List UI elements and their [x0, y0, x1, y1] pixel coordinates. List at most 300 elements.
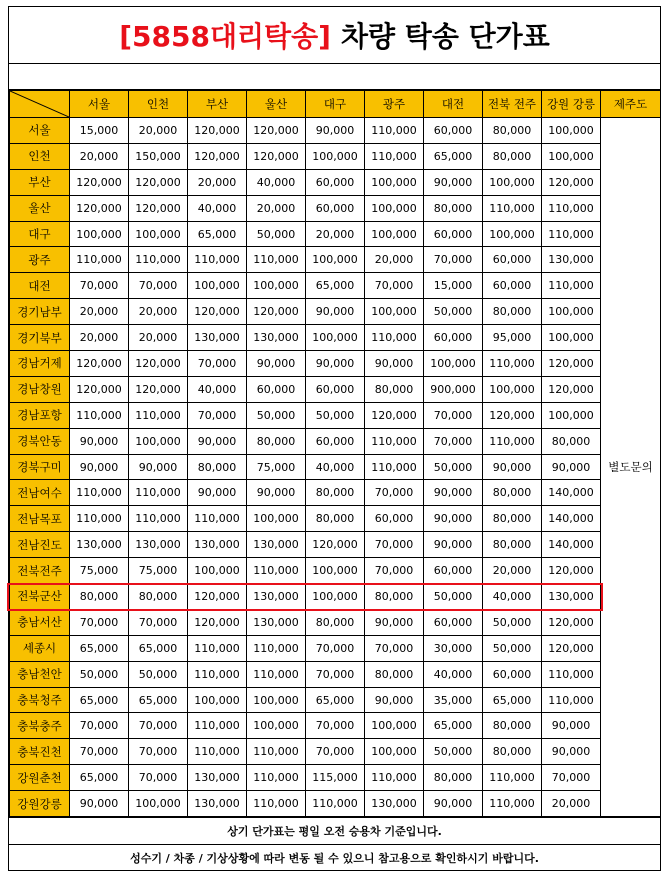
- price-cell: 130,000: [247, 584, 306, 610]
- table-row: [10, 687, 661, 713]
- row-label: 경기북부: [10, 325, 70, 351]
- row-label: 인천: [10, 143, 70, 169]
- price-cell: 70,000: [129, 609, 188, 635]
- row-label: 울산: [10, 195, 70, 221]
- row-label: 부산: [10, 169, 70, 195]
- row-label: 충남서산: [10, 609, 70, 635]
- table-row: [10, 428, 661, 454]
- price-cell: 110,000: [365, 765, 424, 791]
- price-cell: 70,000: [129, 273, 188, 299]
- price-cell: 90,000: [365, 609, 424, 635]
- price-cell: 80,000: [483, 739, 542, 765]
- table-row: [10, 351, 661, 377]
- price-cell: 80,000: [424, 765, 483, 791]
- price-cell: 60,000: [424, 221, 483, 247]
- price-cell: 120,000: [306, 532, 365, 558]
- price-cell: 110,000: [542, 221, 601, 247]
- price-cell: 50,000: [306, 402, 365, 428]
- price-cell: 100,000: [129, 791, 188, 817]
- price-cell: 90,000: [188, 428, 247, 454]
- row-label: 대전: [10, 273, 70, 299]
- price-cell: 20,000: [70, 325, 129, 351]
- price-cell: 110,000: [70, 402, 129, 428]
- price-cell: 100,000: [247, 273, 306, 299]
- price-cell: 120,000: [542, 558, 601, 584]
- price-cell: 60,000: [306, 169, 365, 195]
- price-cell: 110,000: [247, 791, 306, 817]
- price-cell: 70,000: [70, 609, 129, 635]
- price-cell: 40,000: [306, 454, 365, 480]
- price-cell: 80,000: [483, 118, 542, 144]
- price-cell: 110,000: [542, 195, 601, 221]
- price-cell: 110,000: [483, 351, 542, 377]
- price-cell: 60,000: [424, 558, 483, 584]
- jeju-inquiry-cell: 별도문의: [601, 118, 661, 817]
- price-cell: 130,000: [188, 532, 247, 558]
- row-label: 전남진도: [10, 532, 70, 558]
- table-row: [10, 635, 661, 661]
- column-header: 서울: [70, 91, 129, 118]
- price-table: [9, 90, 661, 817]
- price-cell: 115,000: [306, 765, 365, 791]
- row-label: 대구: [10, 221, 70, 247]
- row-label: 충남천안: [10, 661, 70, 687]
- price-cell: 70,000: [365, 635, 424, 661]
- price-cell: 40,000: [247, 169, 306, 195]
- price-cell: 110,000: [129, 480, 188, 506]
- row-label: 경북구미: [10, 454, 70, 480]
- table-row: [10, 532, 661, 558]
- price-cell: 100,000: [542, 118, 601, 144]
- price-cell: 80,000: [424, 195, 483, 221]
- price-cell: 20,000: [129, 118, 188, 144]
- column-header: 전북 전주: [483, 91, 542, 118]
- price-cell: 60,000: [306, 428, 365, 454]
- row-label: 충북충주: [10, 713, 70, 739]
- price-cell: 100,000: [365, 221, 424, 247]
- price-cell: 90,000: [542, 454, 601, 480]
- column-header: 인천: [129, 91, 188, 118]
- price-cell: 90,000: [424, 169, 483, 195]
- price-cell: 60,000: [483, 273, 542, 299]
- table-row: [10, 221, 661, 247]
- price-cell: 20,000: [306, 221, 365, 247]
- price-cell: 120,000: [70, 351, 129, 377]
- price-cell: 50,000: [424, 454, 483, 480]
- page-title: [9, 7, 660, 64]
- price-cell: 110,000: [247, 558, 306, 584]
- row-label: 충북청주: [10, 687, 70, 713]
- price-cell: 100,000: [365, 299, 424, 325]
- price-cell: 90,000: [365, 687, 424, 713]
- price-cell: 75,000: [247, 454, 306, 480]
- price-cell: 100,000: [542, 143, 601, 169]
- price-cell: 80,000: [542, 428, 601, 454]
- price-cell: 50,000: [483, 609, 542, 635]
- price-cell: 15,000: [424, 273, 483, 299]
- price-cell: 100,000: [306, 584, 365, 610]
- price-cell: 80,000: [188, 454, 247, 480]
- price-cell: 40,000: [424, 661, 483, 687]
- price-cell: 120,000: [129, 351, 188, 377]
- price-cell: 70,000: [70, 273, 129, 299]
- price-cell: 90,000: [365, 351, 424, 377]
- price-cell: 20,000: [247, 195, 306, 221]
- price-cell: 110,000: [542, 687, 601, 713]
- price-cell: 90,000: [188, 480, 247, 506]
- price-sheet: [8, 6, 661, 871]
- price-cell: 20,000: [483, 558, 542, 584]
- price-cell: 120,000: [483, 402, 542, 428]
- price-cell: 110,000: [365, 428, 424, 454]
- price-cell: 100,000: [483, 221, 542, 247]
- price-cell: 110,000: [188, 635, 247, 661]
- row-label: 경남거제: [10, 351, 70, 377]
- price-cell: 110,000: [365, 325, 424, 351]
- price-cell: 80,000: [483, 299, 542, 325]
- price-cell: 120,000: [247, 118, 306, 144]
- price-cell: 50,000: [129, 661, 188, 687]
- price-cell: 100,000: [365, 713, 424, 739]
- price-cell: 100,000: [542, 325, 601, 351]
- price-cell: 130,000: [247, 325, 306, 351]
- price-cell: 65,000: [70, 765, 129, 791]
- price-cell: 90,000: [247, 351, 306, 377]
- price-cell: 100,000: [424, 351, 483, 377]
- price-cell: 120,000: [542, 169, 601, 195]
- price-cell: 120,000: [542, 351, 601, 377]
- price-cell: 120,000: [70, 376, 129, 402]
- price-cell: 70,000: [306, 713, 365, 739]
- price-cell: 65,000: [188, 221, 247, 247]
- price-cell: 80,000: [247, 428, 306, 454]
- price-cell: 100,000: [70, 221, 129, 247]
- price-cell: 100,000: [129, 428, 188, 454]
- row-label: 강원춘천: [10, 765, 70, 791]
- price-cell: 90,000: [70, 428, 129, 454]
- price-cell: 110,000: [483, 195, 542, 221]
- price-cell: 120,000: [365, 402, 424, 428]
- price-cell: 100,000: [483, 169, 542, 195]
- price-cell: 80,000: [129, 584, 188, 610]
- price-cell: 20,000: [70, 299, 129, 325]
- price-cell: 120,000: [129, 195, 188, 221]
- price-cell: 130,000: [70, 532, 129, 558]
- table-row: [10, 791, 661, 817]
- row-label: 경기남부: [10, 299, 70, 325]
- price-cell: 40,000: [188, 376, 247, 402]
- price-cell: 100,000: [188, 273, 247, 299]
- price-cell: 100,000: [542, 299, 601, 325]
- price-cell: 100,000: [247, 506, 306, 532]
- price-cell: 20,000: [129, 325, 188, 351]
- price-cell: 100,000: [188, 558, 247, 584]
- price-cell: 90,000: [483, 454, 542, 480]
- price-cell: 15,000: [70, 118, 129, 144]
- price-cell: 70,000: [424, 402, 483, 428]
- price-cell: 90,000: [247, 480, 306, 506]
- price-cell: 110,000: [247, 739, 306, 765]
- price-cell: 120,000: [188, 143, 247, 169]
- price-cell: 110,000: [247, 635, 306, 661]
- price-cell: 50,000: [247, 221, 306, 247]
- price-cell: 120,000: [542, 635, 601, 661]
- price-cell: 130,000: [188, 791, 247, 817]
- price-cell: 60,000: [247, 376, 306, 402]
- price-cell: 110,000: [542, 273, 601, 299]
- table-row: [10, 765, 661, 791]
- price-cell: 80,000: [365, 584, 424, 610]
- price-cell: 110,000: [483, 765, 542, 791]
- price-cell: 50,000: [247, 402, 306, 428]
- price-cell: 110,000: [70, 247, 129, 273]
- price-cell: 110,000: [483, 428, 542, 454]
- price-cell: 75,000: [70, 558, 129, 584]
- price-cell: 60,000: [365, 506, 424, 532]
- price-cell: 100,000: [306, 558, 365, 584]
- table-row: [10, 118, 661, 144]
- price-cell: 140,000: [542, 480, 601, 506]
- price-cell: 110,000: [365, 118, 424, 144]
- price-cell: 130,000: [542, 584, 601, 610]
- price-cell: 70,000: [188, 351, 247, 377]
- price-cell: 100,000: [483, 376, 542, 402]
- corner-cell: [10, 91, 70, 118]
- price-cell: 120,000: [542, 376, 601, 402]
- price-cell: 100,000: [247, 687, 306, 713]
- price-cell: 120,000: [129, 169, 188, 195]
- price-cell: 110,000: [247, 661, 306, 687]
- table-row: [10, 454, 661, 480]
- price-cell: 110,000: [365, 454, 424, 480]
- price-cell: 100,000: [542, 402, 601, 428]
- price-cell: 50,000: [483, 635, 542, 661]
- price-cell: 100,000: [365, 169, 424, 195]
- table-row: [10, 376, 661, 402]
- price-cell: 100,000: [247, 713, 306, 739]
- price-cell: 60,000: [424, 609, 483, 635]
- table-row: [10, 273, 661, 299]
- price-cell: 110,000: [188, 739, 247, 765]
- price-cell: 140,000: [542, 506, 601, 532]
- price-cell: 50,000: [424, 299, 483, 325]
- table-row: [10, 609, 661, 635]
- row-label: 경남포항: [10, 402, 70, 428]
- price-cell: 65,000: [424, 143, 483, 169]
- price-cell: 100,000: [188, 687, 247, 713]
- price-cell: 100,000: [365, 195, 424, 221]
- column-header: 대구: [306, 91, 365, 118]
- price-cell: 70,000: [365, 558, 424, 584]
- diagonal-line: [10, 91, 69, 117]
- price-cell: 65,000: [483, 687, 542, 713]
- note-weekday: 상기 단가표는 평일 오전 승용차 기준입니다.: [9, 817, 660, 844]
- price-cell: 60,000: [306, 195, 365, 221]
- price-cell: 110,000: [188, 506, 247, 532]
- price-cell: 35,000: [424, 687, 483, 713]
- price-cell: 70,000: [129, 739, 188, 765]
- price-cell: 95,000: [483, 325, 542, 351]
- row-label: 강원강릉: [10, 791, 70, 817]
- price-cell: 65,000: [129, 687, 188, 713]
- price-cell: 120,000: [188, 299, 247, 325]
- price-cell: 120,000: [70, 169, 129, 195]
- price-cell: 130,000: [247, 532, 306, 558]
- row-label: 광주: [10, 247, 70, 273]
- brand-name: [5858대리탁송]: [119, 20, 331, 53]
- price-cell: 70,000: [542, 765, 601, 791]
- price-cell: 60,000: [483, 661, 542, 687]
- price-cell: 80,000: [483, 480, 542, 506]
- price-cell: 110,000: [188, 247, 247, 273]
- price-cell: 60,000: [483, 247, 542, 273]
- price-cell: 70,000: [424, 428, 483, 454]
- table-row: [10, 558, 661, 584]
- price-cell: 70,000: [424, 247, 483, 273]
- price-cell: 80,000: [365, 661, 424, 687]
- price-cell: 100,000: [306, 325, 365, 351]
- table-row: [10, 325, 661, 351]
- price-cell: 90,000: [424, 480, 483, 506]
- table-row: [10, 506, 661, 532]
- row-label: 서울: [10, 118, 70, 144]
- price-cell: 80,000: [483, 143, 542, 169]
- price-cell: 110,000: [247, 765, 306, 791]
- header-row: [10, 91, 661, 118]
- table-row: [10, 169, 661, 195]
- price-cell: 65,000: [70, 635, 129, 661]
- price-cell: 130,000: [129, 532, 188, 558]
- price-cell: 130,000: [542, 247, 601, 273]
- price-cell: 20,000: [365, 247, 424, 273]
- price-cell: 90,000: [306, 118, 365, 144]
- price-cell: 50,000: [424, 739, 483, 765]
- price-cell: 110,000: [70, 480, 129, 506]
- price-cell: 80,000: [483, 532, 542, 558]
- price-cell: 30,000: [424, 635, 483, 661]
- table-row: [10, 143, 661, 169]
- table-row: [10, 195, 661, 221]
- price-cell: 70,000: [306, 635, 365, 661]
- price-cell: 110,000: [188, 713, 247, 739]
- price-cell: 120,000: [542, 609, 601, 635]
- price-cell: 110,000: [483, 791, 542, 817]
- column-header: 부산: [188, 91, 247, 118]
- price-cell: 60,000: [306, 376, 365, 402]
- price-cell: 130,000: [188, 325, 247, 351]
- price-cell: 65,000: [306, 273, 365, 299]
- price-cell: 65,000: [306, 687, 365, 713]
- table-row: [10, 402, 661, 428]
- price-cell: 80,000: [483, 506, 542, 532]
- price-cell: 110,000: [247, 247, 306, 273]
- price-cell: 90,000: [424, 532, 483, 558]
- price-cell: 80,000: [483, 713, 542, 739]
- price-cell: 100,000: [365, 739, 424, 765]
- row-label: 전북군산: [10, 584, 70, 610]
- price-cell: 40,000: [188, 195, 247, 221]
- price-cell: 110,000: [542, 661, 601, 687]
- price-cell: 70,000: [70, 739, 129, 765]
- table-row: [10, 480, 661, 506]
- price-cell: 100,000: [306, 143, 365, 169]
- price-cell: 110,000: [129, 247, 188, 273]
- table-row: [10, 739, 661, 765]
- price-cell: 90,000: [542, 739, 601, 765]
- price-cell: 110,000: [70, 506, 129, 532]
- blank-row: [9, 64, 660, 90]
- price-cell: 140,000: [542, 532, 601, 558]
- price-cell: 90,000: [424, 791, 483, 817]
- price-cell: 20,000: [188, 169, 247, 195]
- price-cell: 90,000: [306, 351, 365, 377]
- price-cell: 90,000: [70, 791, 129, 817]
- price-cell: 80,000: [70, 584, 129, 610]
- price-cell: 900,000: [424, 376, 483, 402]
- price-cell: 90,000: [129, 454, 188, 480]
- column-header: 울산: [247, 91, 306, 118]
- price-cell: 90,000: [424, 506, 483, 532]
- price-cell: 130,000: [365, 791, 424, 817]
- price-cell: 70,000: [306, 661, 365, 687]
- price-cell: 110,000: [306, 791, 365, 817]
- price-cell: 70,000: [129, 765, 188, 791]
- row-label: 경북안동: [10, 428, 70, 454]
- column-header: 광주: [365, 91, 424, 118]
- price-cell: 20,000: [70, 143, 129, 169]
- row-label: 충북진천: [10, 739, 70, 765]
- row-label: 세종시: [10, 635, 70, 661]
- price-cell: 90,000: [542, 713, 601, 739]
- price-cell: 65,000: [129, 635, 188, 661]
- price-cell: 110,000: [129, 402, 188, 428]
- price-cell: 120,000: [129, 376, 188, 402]
- price-cell: 70,000: [365, 532, 424, 558]
- price-cell: 20,000: [542, 791, 601, 817]
- table-row: [10, 247, 661, 273]
- price-cell: 60,000: [424, 325, 483, 351]
- price-cell: 50,000: [424, 584, 483, 610]
- price-cell: 120,000: [188, 584, 247, 610]
- price-cell: 80,000: [306, 480, 365, 506]
- price-cell: 130,000: [247, 609, 306, 635]
- price-cell: 50,000: [70, 661, 129, 687]
- price-cell: 110,000: [129, 506, 188, 532]
- price-cell: 65,000: [70, 687, 129, 713]
- price-cell: 60,000: [424, 118, 483, 144]
- table-row: [10, 713, 661, 739]
- price-cell: 80,000: [306, 609, 365, 635]
- price-cell: 75,000: [129, 558, 188, 584]
- price-cell: 90,000: [306, 299, 365, 325]
- price-cell: 70,000: [129, 713, 188, 739]
- row-label: 경남창원: [10, 376, 70, 402]
- price-cell: 70,000: [365, 480, 424, 506]
- price-cell: 80,000: [306, 506, 365, 532]
- price-cell: 120,000: [70, 195, 129, 221]
- price-cell: 100,000: [306, 247, 365, 273]
- price-cell: 70,000: [70, 713, 129, 739]
- price-cell: 120,000: [188, 118, 247, 144]
- note-disclaimer: 성수기 / 차종 / 기상상황에 따라 변동 될 수 있으니 참고용으로 확인하시기 바랍니다.: [9, 844, 660, 871]
- price-cell: 90,000: [70, 454, 129, 480]
- price-cell: 110,000: [188, 661, 247, 687]
- price-cell: 120,000: [247, 143, 306, 169]
- price-cell: 80,000: [365, 376, 424, 402]
- price-cell: 100,000: [129, 221, 188, 247]
- price-cell: 70,000: [365, 273, 424, 299]
- price-cell: 120,000: [188, 609, 247, 635]
